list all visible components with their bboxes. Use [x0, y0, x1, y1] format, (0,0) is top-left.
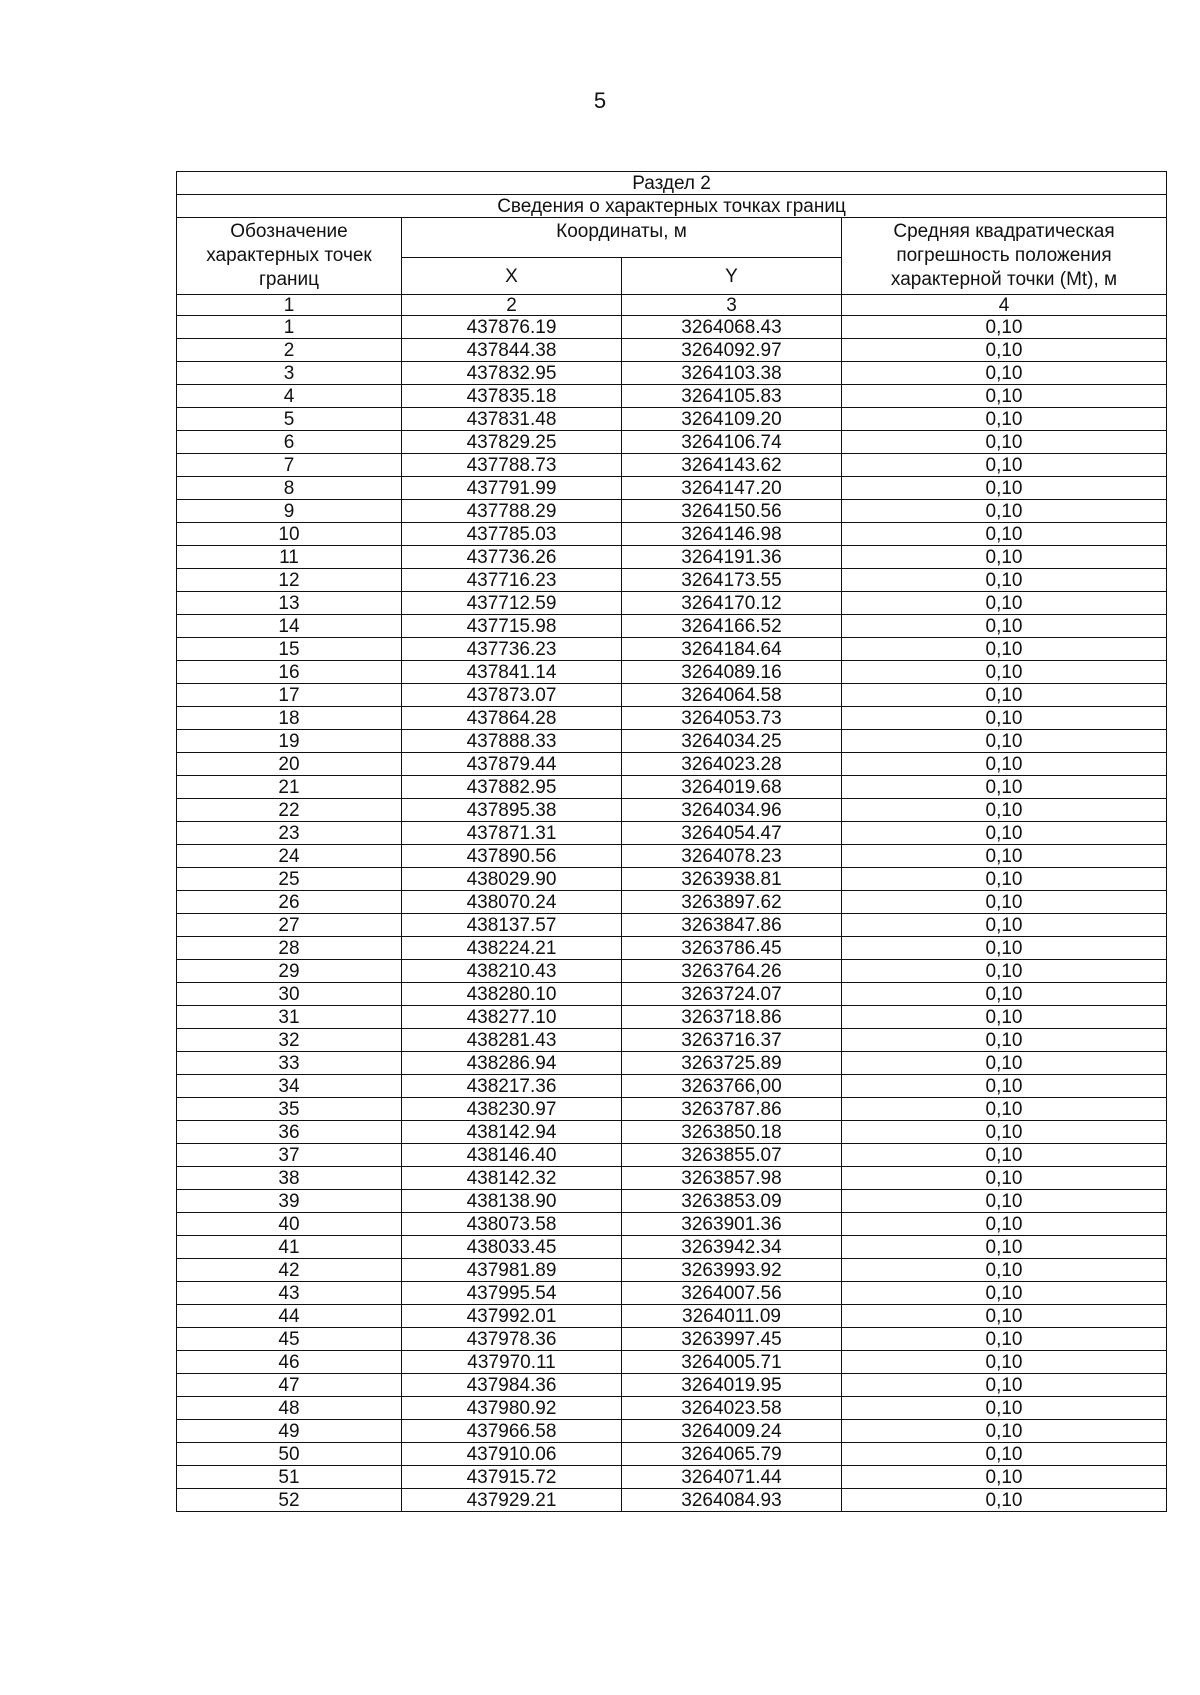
point-number-cell: 19 — [177, 730, 402, 753]
point-number-cell: 10 — [177, 523, 402, 546]
error-cell: 0,10 — [842, 454, 1167, 477]
page-number: 5 — [593, 88, 607, 113]
table-row — [177, 1443, 1167, 1466]
point-number-cell: 5 — [177, 408, 402, 431]
point-number-cell: 46 — [177, 1351, 402, 1374]
x-coordinate-cell: 437879.44 — [402, 753, 622, 776]
point-number-cell: 34 — [177, 1075, 402, 1098]
point-number-cell: 17 — [177, 684, 402, 707]
column-number: 3 — [622, 295, 842, 316]
x-coordinate-cell: 437882.95 — [402, 776, 622, 799]
table-row — [177, 1052, 1167, 1075]
y-coordinate-cell: 3264092.97 — [622, 339, 842, 362]
y-coordinate-cell: 3263853.09 — [622, 1190, 842, 1213]
y-coordinate-cell: 3264023.28 — [622, 753, 842, 776]
point-number-cell: 21 — [177, 776, 402, 799]
error-cell: 0,10 — [842, 638, 1167, 661]
point-number-cell: 50 — [177, 1443, 402, 1466]
x-coordinate-cell: 437871.31 — [402, 822, 622, 845]
x-coordinate-cell: 438033.45 — [402, 1236, 622, 1259]
point-number-cell: 49 — [177, 1420, 402, 1443]
table-row — [177, 822, 1167, 845]
column-number: 2 — [402, 295, 622, 316]
y-coordinate-cell: 3264084.93 — [622, 1489, 842, 1512]
y-coordinate-cell: 3264150.56 — [622, 500, 842, 523]
y-coordinate-cell: 3264146.98 — [622, 523, 842, 546]
y-coordinate-cell: 3264071.44 — [622, 1466, 842, 1489]
error-cell: 0,10 — [842, 1443, 1167, 1466]
y-coordinate-cell: 3264184.64 — [622, 638, 842, 661]
error-cell: 0,10 — [842, 500, 1167, 523]
column-numbers-row — [177, 295, 1167, 316]
error-cell: 0,10 — [842, 1190, 1167, 1213]
table-row — [177, 546, 1167, 569]
x-coordinate-cell: 437978.36 — [402, 1328, 622, 1351]
point-number-cell: 25 — [177, 868, 402, 891]
table-row — [177, 684, 1167, 707]
error-cell: 0,10 — [842, 1282, 1167, 1305]
table-row — [177, 408, 1167, 431]
table-row — [177, 914, 1167, 937]
y-coordinate-cell: 3263855.07 — [622, 1144, 842, 1167]
error-cell: 0,10 — [842, 1259, 1167, 1282]
point-number-cell: 11 — [177, 546, 402, 569]
x-coordinate-cell: 438210.43 — [402, 960, 622, 983]
table-row — [177, 1213, 1167, 1236]
x-coordinate-cell: 437981.89 — [402, 1259, 622, 1282]
y-coordinate-cell: 3263766,00 — [622, 1075, 842, 1098]
y-coordinate-cell: 3264103.38 — [622, 362, 842, 385]
error-header: Средняя квадратическая погрешность положения характерной точки (Mt), м — [842, 218, 1167, 295]
error-cell: 0,10 — [842, 431, 1167, 454]
y-coordinate-cell: 3263787.86 — [622, 1098, 842, 1121]
y-coordinate-cell: 3264191.36 — [622, 546, 842, 569]
error-cell: 0,10 — [842, 960, 1167, 983]
table-row — [177, 500, 1167, 523]
x-coordinate-cell: 438142.32 — [402, 1167, 622, 1190]
x-header: X — [402, 258, 622, 295]
error-cell: 0,10 — [842, 477, 1167, 500]
table-subtitle-row — [177, 195, 1167, 218]
point-number-cell: 28 — [177, 937, 402, 960]
table-row — [177, 569, 1167, 592]
y-coordinate-cell: 3264007.56 — [622, 1282, 842, 1305]
x-coordinate-cell: 437876.19 — [402, 316, 622, 339]
table-row — [177, 477, 1167, 500]
table-row — [177, 592, 1167, 615]
x-coordinate-cell: 437995.54 — [402, 1282, 622, 1305]
table-row — [177, 362, 1167, 385]
point-number-cell: 15 — [177, 638, 402, 661]
error-cell: 0,10 — [842, 937, 1167, 960]
x-coordinate-cell: 437736.23 — [402, 638, 622, 661]
x-coordinate-cell: 437715.98 — [402, 615, 622, 638]
y-coordinate-cell: 3264064.58 — [622, 684, 842, 707]
error-cell: 0,10 — [842, 1420, 1167, 1443]
point-number-cell: 23 — [177, 822, 402, 845]
error-cell: 0,10 — [842, 753, 1167, 776]
x-coordinate-cell: 437835.18 — [402, 385, 622, 408]
y-coordinate-cell: 3263850.18 — [622, 1121, 842, 1144]
y-coordinate-cell: 3264143.62 — [622, 454, 842, 477]
y-coordinate-cell: 3263764.26 — [622, 960, 842, 983]
x-coordinate-cell: 437873.07 — [402, 684, 622, 707]
error-cell: 0,10 — [842, 868, 1167, 891]
header-row — [177, 218, 1167, 258]
point-number-cell: 3 — [177, 362, 402, 385]
x-coordinate-cell: 437736.26 — [402, 546, 622, 569]
error-cell: 0,10 — [842, 1236, 1167, 1259]
y-coordinate-cell: 3264173.55 — [622, 569, 842, 592]
y-coordinate-cell: 3263938.81 — [622, 868, 842, 891]
y-coordinate-cell: 3264034.25 — [622, 730, 842, 753]
table-row — [177, 1167, 1167, 1190]
x-coordinate-cell: 437841.14 — [402, 661, 622, 684]
y-coordinate-cell: 3264089.16 — [622, 661, 842, 684]
point-number-cell: 2 — [177, 339, 402, 362]
error-cell: 0,10 — [842, 983, 1167, 1006]
table-row — [177, 1236, 1167, 1259]
table-row — [177, 983, 1167, 1006]
error-cell: 0,10 — [842, 776, 1167, 799]
point-number-cell: 40 — [177, 1213, 402, 1236]
point-number-cell: 51 — [177, 1466, 402, 1489]
y-coordinate-cell: 3264078.23 — [622, 845, 842, 868]
error-cell: 0,10 — [842, 385, 1167, 408]
error-cell: 0,10 — [842, 316, 1167, 339]
table-row — [177, 1190, 1167, 1213]
error-cell: 0,10 — [842, 1052, 1167, 1075]
y-coordinate-cell: 3264106.74 — [622, 431, 842, 454]
table-row — [177, 937, 1167, 960]
x-coordinate-cell: 437788.73 — [402, 454, 622, 477]
point-number-cell: 47 — [177, 1374, 402, 1397]
error-cell: 0,10 — [842, 362, 1167, 385]
point-number-cell: 35 — [177, 1098, 402, 1121]
y-coordinate-cell: 3263942.34 — [622, 1236, 842, 1259]
y-coordinate-cell: 3263718.86 — [622, 1006, 842, 1029]
table-row — [177, 960, 1167, 983]
y-coordinate-cell: 3264053.73 — [622, 707, 842, 730]
error-cell: 0,10 — [842, 592, 1167, 615]
table-row — [177, 638, 1167, 661]
table-row — [177, 1397, 1167, 1420]
table-row — [177, 1374, 1167, 1397]
error-cell: 0,10 — [842, 1305, 1167, 1328]
point-number-cell: 31 — [177, 1006, 402, 1029]
table-row — [177, 1029, 1167, 1052]
table-row — [177, 868, 1167, 891]
error-cell: 0,10 — [842, 730, 1167, 753]
x-coordinate-cell: 437788.29 — [402, 500, 622, 523]
point-number-cell: 16 — [177, 661, 402, 684]
table-row — [177, 753, 1167, 776]
x-coordinate-cell: 438230.97 — [402, 1098, 622, 1121]
y-coordinate-cell: 3264166.52 — [622, 615, 842, 638]
error-cell: 0,10 — [842, 1075, 1167, 1098]
y-coordinate-cell: 3264170.12 — [622, 592, 842, 615]
error-cell: 0,10 — [842, 1489, 1167, 1512]
table-row — [177, 454, 1167, 477]
x-coordinate-cell: 438029.90 — [402, 868, 622, 891]
point-number-cell: 37 — [177, 1144, 402, 1167]
table-row — [177, 1305, 1167, 1328]
point-number-cell: 52 — [177, 1489, 402, 1512]
table-row — [177, 615, 1167, 638]
x-coordinate-cell: 437992.01 — [402, 1305, 622, 1328]
table-row — [177, 523, 1167, 546]
x-coordinate-cell: 437864.28 — [402, 707, 622, 730]
table-row — [177, 1328, 1167, 1351]
error-cell: 0,10 — [842, 822, 1167, 845]
point-number-cell: 45 — [177, 1328, 402, 1351]
x-coordinate-cell: 438070.24 — [402, 891, 622, 914]
point-number-cell: 24 — [177, 845, 402, 868]
x-coordinate-cell: 438073.58 — [402, 1213, 622, 1236]
y-coordinate-cell: 3263901.36 — [622, 1213, 842, 1236]
point-number-cell: 20 — [177, 753, 402, 776]
point-number-cell: 14 — [177, 615, 402, 638]
error-cell: 0,10 — [842, 1213, 1167, 1236]
point-number-cell: 4 — [177, 385, 402, 408]
x-coordinate-cell: 437888.33 — [402, 730, 622, 753]
point-number-cell: 33 — [177, 1052, 402, 1075]
x-coordinate-cell: 437966.58 — [402, 1420, 622, 1443]
point-number-cell: 8 — [177, 477, 402, 500]
x-coordinate-cell: 438137.57 — [402, 914, 622, 937]
x-coordinate-cell: 438138.90 — [402, 1190, 622, 1213]
y-coordinate-cell: 3264068.43 — [622, 316, 842, 339]
coordinates-header: Координаты, м — [402, 218, 842, 258]
y-coordinate-cell: 3264019.68 — [622, 776, 842, 799]
table-row — [177, 661, 1167, 684]
point-number-cell: 29 — [177, 960, 402, 983]
error-cell: 0,10 — [842, 1144, 1167, 1167]
x-coordinate-cell: 438286.94 — [402, 1052, 622, 1075]
point-number-cell: 7 — [177, 454, 402, 477]
x-coordinate-cell: 437791.99 — [402, 477, 622, 500]
y-coordinate-cell: 3264005.71 — [622, 1351, 842, 1374]
x-coordinate-cell: 437716.23 — [402, 569, 622, 592]
x-coordinate-cell: 438217.36 — [402, 1075, 622, 1098]
y-header: Y — [622, 258, 842, 295]
designation-header: Обозначение характерных точек границ — [177, 218, 402, 295]
error-cell: 0,10 — [842, 914, 1167, 937]
point-number-cell: 22 — [177, 799, 402, 822]
error-cell: 0,10 — [842, 1167, 1167, 1190]
table-row — [177, 1489, 1167, 1512]
error-cell: 0,10 — [842, 569, 1167, 592]
error-cell: 0,10 — [842, 1374, 1167, 1397]
y-coordinate-cell: 3263993.92 — [622, 1259, 842, 1282]
table-body — [177, 172, 1167, 1512]
error-cell: 0,10 — [842, 1029, 1167, 1052]
x-coordinate-cell: 437785.03 — [402, 523, 622, 546]
y-coordinate-cell: 3263897.62 — [622, 891, 842, 914]
error-cell: 0,10 — [842, 546, 1167, 569]
y-coordinate-cell: 3263725.89 — [622, 1052, 842, 1075]
table-row — [177, 316, 1167, 339]
table-row — [177, 799, 1167, 822]
error-cell: 0,10 — [842, 799, 1167, 822]
error-cell: 0,10 — [842, 408, 1167, 431]
column-number: 4 — [842, 295, 1167, 316]
point-number-cell: 42 — [177, 1259, 402, 1282]
y-coordinate-cell: 3264019.95 — [622, 1374, 842, 1397]
point-number-cell: 30 — [177, 983, 402, 1006]
table-row — [177, 891, 1167, 914]
table-row — [177, 1006, 1167, 1029]
point-number-cell: 48 — [177, 1397, 402, 1420]
table-row — [177, 845, 1167, 868]
y-coordinate-cell: 3264065.79 — [622, 1443, 842, 1466]
x-coordinate-cell: 437829.25 — [402, 431, 622, 454]
error-cell: 0,10 — [842, 615, 1167, 638]
section-title: Раздел 2 — [177, 172, 1167, 195]
table-row — [177, 1351, 1167, 1374]
point-number-cell: 1 — [177, 316, 402, 339]
column-number: 1 — [177, 295, 402, 316]
table-row — [177, 707, 1167, 730]
error-cell: 0,10 — [842, 684, 1167, 707]
x-coordinate-cell: 438146.40 — [402, 1144, 622, 1167]
error-cell: 0,10 — [842, 523, 1167, 546]
error-cell: 0,10 — [842, 1466, 1167, 1489]
x-coordinate-cell: 438142.94 — [402, 1121, 622, 1144]
error-cell: 0,10 — [842, 1328, 1167, 1351]
x-coordinate-cell: 437844.38 — [402, 339, 622, 362]
x-coordinate-cell: 437980.92 — [402, 1397, 622, 1420]
x-coordinate-cell: 437712.59 — [402, 592, 622, 615]
error-cell: 0,10 — [842, 1121, 1167, 1144]
error-cell: 0,10 — [842, 1006, 1167, 1029]
y-coordinate-cell: 3264147.20 — [622, 477, 842, 500]
table-row — [177, 1098, 1167, 1121]
table-row — [177, 730, 1167, 753]
y-coordinate-cell: 3264034.96 — [622, 799, 842, 822]
x-coordinate-cell: 437910.06 — [402, 1443, 622, 1466]
y-coordinate-cell: 3264011.09 — [622, 1305, 842, 1328]
boundary-points-table — [176, 171, 1167, 1512]
y-coordinate-cell: 3264054.47 — [622, 822, 842, 845]
x-coordinate-cell: 437890.56 — [402, 845, 622, 868]
x-coordinate-cell: 437831.48 — [402, 408, 622, 431]
table-row — [177, 1420, 1167, 1443]
x-coordinate-cell: 438280.10 — [402, 983, 622, 1006]
y-coordinate-cell: 3263786.45 — [622, 937, 842, 960]
point-number-cell: 13 — [177, 592, 402, 615]
x-coordinate-cell: 437929.21 — [402, 1489, 622, 1512]
table-row — [177, 1144, 1167, 1167]
point-number-cell: 38 — [177, 1167, 402, 1190]
x-coordinate-cell: 437970.11 — [402, 1351, 622, 1374]
point-number-cell: 27 — [177, 914, 402, 937]
error-cell: 0,10 — [842, 1351, 1167, 1374]
point-number-cell: 18 — [177, 707, 402, 730]
x-coordinate-cell: 437915.72 — [402, 1466, 622, 1489]
y-coordinate-cell: 3263724.07 — [622, 983, 842, 1006]
point-number-cell: 6 — [177, 431, 402, 454]
point-number-cell: 12 — [177, 569, 402, 592]
section-title-row — [177, 172, 1167, 195]
error-cell: 0,10 — [842, 339, 1167, 362]
x-coordinate-cell: 437895.38 — [402, 799, 622, 822]
x-coordinate-cell: 438224.21 — [402, 937, 622, 960]
error-cell: 0,10 — [842, 1397, 1167, 1420]
table-row — [177, 1282, 1167, 1305]
error-cell: 0,10 — [842, 891, 1167, 914]
table-row — [177, 385, 1167, 408]
table-row — [177, 1121, 1167, 1144]
y-coordinate-cell: 3264105.83 — [622, 385, 842, 408]
error-cell: 0,10 — [842, 707, 1167, 730]
point-number-cell: 32 — [177, 1029, 402, 1052]
error-cell: 0,10 — [842, 845, 1167, 868]
table-row — [177, 1259, 1167, 1282]
point-number-cell: 9 — [177, 500, 402, 523]
point-number-cell: 26 — [177, 891, 402, 914]
x-coordinate-cell: 438277.10 — [402, 1006, 622, 1029]
error-cell: 0,10 — [842, 661, 1167, 684]
y-coordinate-cell: 3263716.37 — [622, 1029, 842, 1052]
x-coordinate-cell: 438281.43 — [402, 1029, 622, 1052]
point-number-cell: 36 — [177, 1121, 402, 1144]
x-coordinate-cell: 437984.36 — [402, 1374, 622, 1397]
y-coordinate-cell: 3263857.98 — [622, 1167, 842, 1190]
error-cell: 0,10 — [842, 1098, 1167, 1121]
x-coordinate-cell: 437832.95 — [402, 362, 622, 385]
point-number-cell: 44 — [177, 1305, 402, 1328]
y-coordinate-cell: 3264009.24 — [622, 1420, 842, 1443]
table-subtitle: Сведения о характерных точках границ — [177, 195, 1167, 218]
table-row — [177, 776, 1167, 799]
y-coordinate-cell: 3264023.58 — [622, 1397, 842, 1420]
y-coordinate-cell: 3264109.20 — [622, 408, 842, 431]
point-number-cell: 39 — [177, 1190, 402, 1213]
y-coordinate-cell: 3263847.86 — [622, 914, 842, 937]
table-row — [177, 431, 1167, 454]
point-number-cell: 43 — [177, 1282, 402, 1305]
table-row — [177, 1075, 1167, 1098]
y-coordinate-cell: 3263997.45 — [622, 1328, 842, 1351]
table-row — [177, 1466, 1167, 1489]
point-number-cell: 41 — [177, 1236, 402, 1259]
table-row — [177, 339, 1167, 362]
